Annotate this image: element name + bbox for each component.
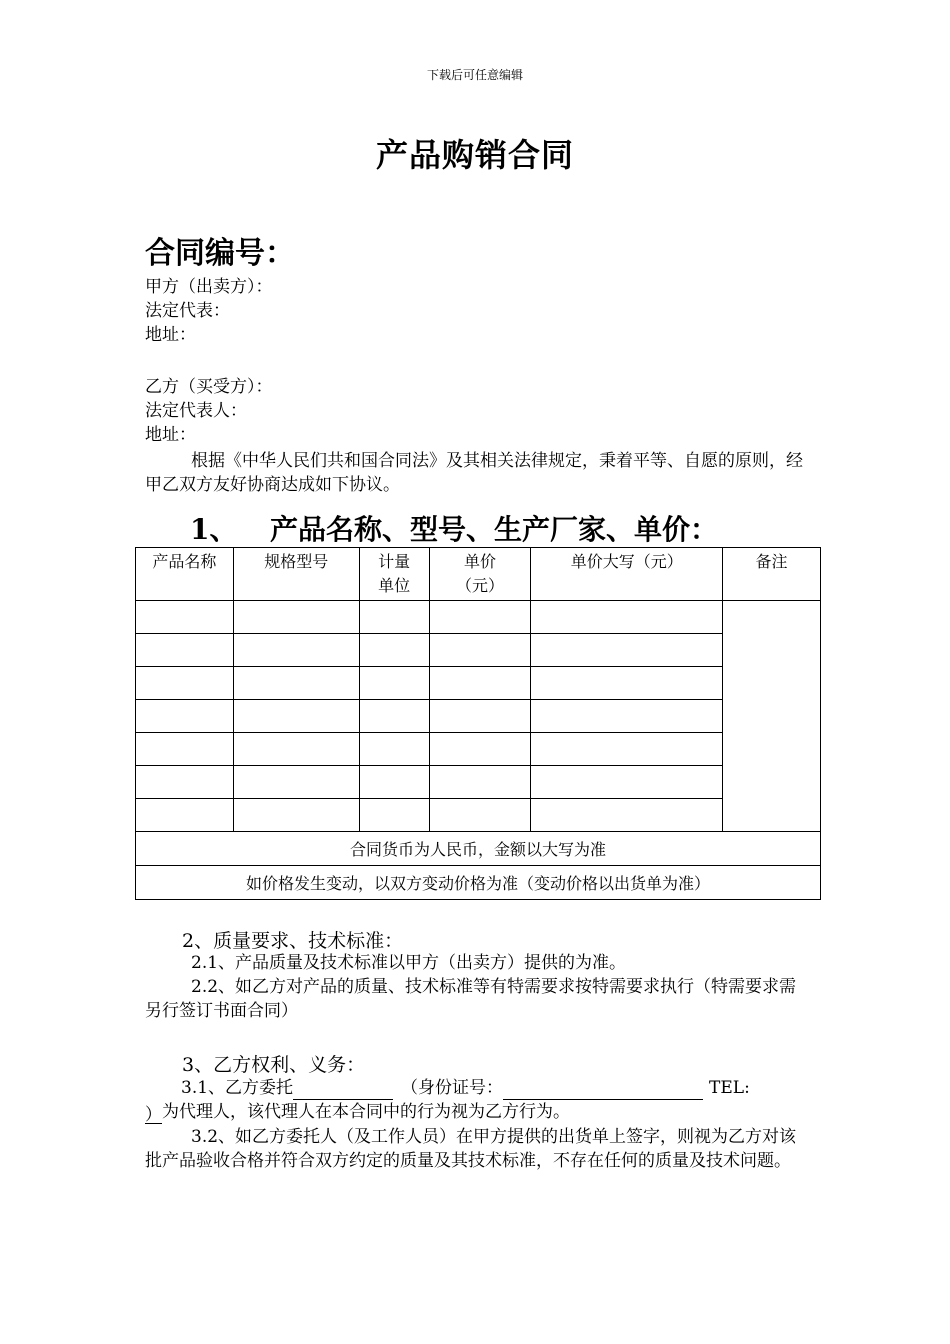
section-1-number: 1、 <box>190 513 238 546</box>
cell[interactable] <box>233 799 359 832</box>
cell[interactable] <box>359 733 429 766</box>
product-table <box>135 547 821 900</box>
cell[interactable] <box>359 667 429 700</box>
section-3-1-prefix: 3.1、乙方委托 <box>181 1078 294 1098</box>
table-row <box>136 634 821 667</box>
cell[interactable] <box>429 667 531 700</box>
cell[interactable] <box>531 733 723 766</box>
tel-label: TEL: <box>709 1078 750 1098</box>
table-row <box>136 601 821 634</box>
section-1-heading <box>190 508 718 548</box>
cell[interactable] <box>359 766 429 799</box>
cell[interactable] <box>429 634 531 667</box>
party-a-representative: 法定代表： <box>145 301 230 321</box>
header-unit-price: 单价 （元） <box>429 548 531 601</box>
party-a-address: 地址： <box>145 325 196 345</box>
cell[interactable] <box>531 700 723 733</box>
party-a-label: 甲方（出卖方）： <box>145 277 273 297</box>
section-2-heading: 2、质量要求、技术标准： <box>182 930 404 952</box>
cell[interactable] <box>136 766 234 799</box>
table-header-row <box>136 548 821 601</box>
cell[interactable] <box>359 634 429 667</box>
section-3-heading: 3、乙方权利、义务： <box>182 1054 366 1076</box>
cell[interactable] <box>136 601 234 634</box>
currency-note: 合同货币为人民币，金额以大写为准 <box>136 832 821 866</box>
contract-number-label: 合同编号： <box>145 236 295 271</box>
id-number-label: （身份证号： <box>401 1078 504 1098</box>
section-2-1: 2.1、产品质量及技术标准以甲方（出卖方）提供的为准。 <box>191 953 627 973</box>
header-unit: 计量 单位 <box>359 548 429 601</box>
intro-paragraph: 根据《中华人民们共和国合同法》及其相关法律规定，秉着平等、自愿的原则，经甲乙双方友好协商达成如下协议。 <box>145 451 803 495</box>
section-3-1-line1 <box>145 1076 810 1100</box>
cell[interactable] <box>233 667 359 700</box>
cell[interactable] <box>136 700 234 733</box>
cell[interactable] <box>233 601 359 634</box>
cell[interactable] <box>429 799 531 832</box>
cell[interactable] <box>359 700 429 733</box>
id-number-field[interactable] <box>503 1079 703 1100</box>
table-row <box>136 700 821 733</box>
cell[interactable] <box>136 667 234 700</box>
section-1-title: 产品名称、型号、生产厂家、单价： <box>270 513 719 546</box>
cell[interactable] <box>429 733 531 766</box>
page-title: 产品购销合同 <box>375 136 574 174</box>
header-note: 下载后可任意编辑 <box>426 68 523 82</box>
cell[interactable] <box>531 799 723 832</box>
section-3-1-suffix: 为代理人，该代理人在本合同中的行为视为乙方行为。 <box>162 1102 570 1122</box>
header-remark: 备注 <box>723 548 821 601</box>
table-row <box>136 799 821 832</box>
table-row <box>136 766 821 799</box>
tel-close-paren: ） <box>145 1105 162 1125</box>
cell[interactable] <box>233 766 359 799</box>
cell[interactable] <box>531 601 723 634</box>
table-row <box>136 733 821 766</box>
header-model: 规格型号 <box>233 548 359 601</box>
cell[interactable] <box>359 799 429 832</box>
party-b-address: 地址： <box>145 425 196 445</box>
cell[interactable] <box>136 799 234 832</box>
section-2-2: 2.2、如乙方对产品的质量、技术标准等有特需要求按特需要求执行（特需要求需另行签订书面合同） <box>145 977 797 1021</box>
price-change-note: 如价格发生变动，以双方变动价格为准（变动价格以出货单为准） <box>136 866 821 900</box>
party-b-label: 乙方（买受方）： <box>145 377 273 397</box>
cell[interactable] <box>233 634 359 667</box>
cell[interactable] <box>233 733 359 766</box>
cell[interactable] <box>233 700 359 733</box>
cell[interactable] <box>531 634 723 667</box>
cell[interactable] <box>429 766 531 799</box>
section-3-2: 3.2、如乙方委托人（及工作人员）在甲方提供的出货单上签字，则视为乙方对该批产品验收合格并符合双方约定的质量及其技术标准，不存在任何的质量及技术问题。 <box>145 1127 797 1171</box>
remark-cell[interactable] <box>723 601 821 832</box>
table-row <box>136 667 821 700</box>
table-footer-row-currency <box>136 832 821 866</box>
header-product-name: 产品名称 <box>136 548 234 601</box>
cell[interactable] <box>136 634 234 667</box>
cell[interactable] <box>136 733 234 766</box>
party-b-representative: 法定代表人： <box>145 401 247 421</box>
agent-name-field[interactable] <box>293 1079 393 1100</box>
cell[interactable] <box>531 766 723 799</box>
table-footer-row-price-change <box>136 866 821 900</box>
cell[interactable] <box>531 667 723 700</box>
header-price-in-words: 单价大写（元） <box>531 548 723 601</box>
cell[interactable] <box>429 700 531 733</box>
cell[interactable] <box>359 601 429 634</box>
section-3-1-line2 <box>145 1100 810 1124</box>
cell[interactable] <box>429 601 531 634</box>
